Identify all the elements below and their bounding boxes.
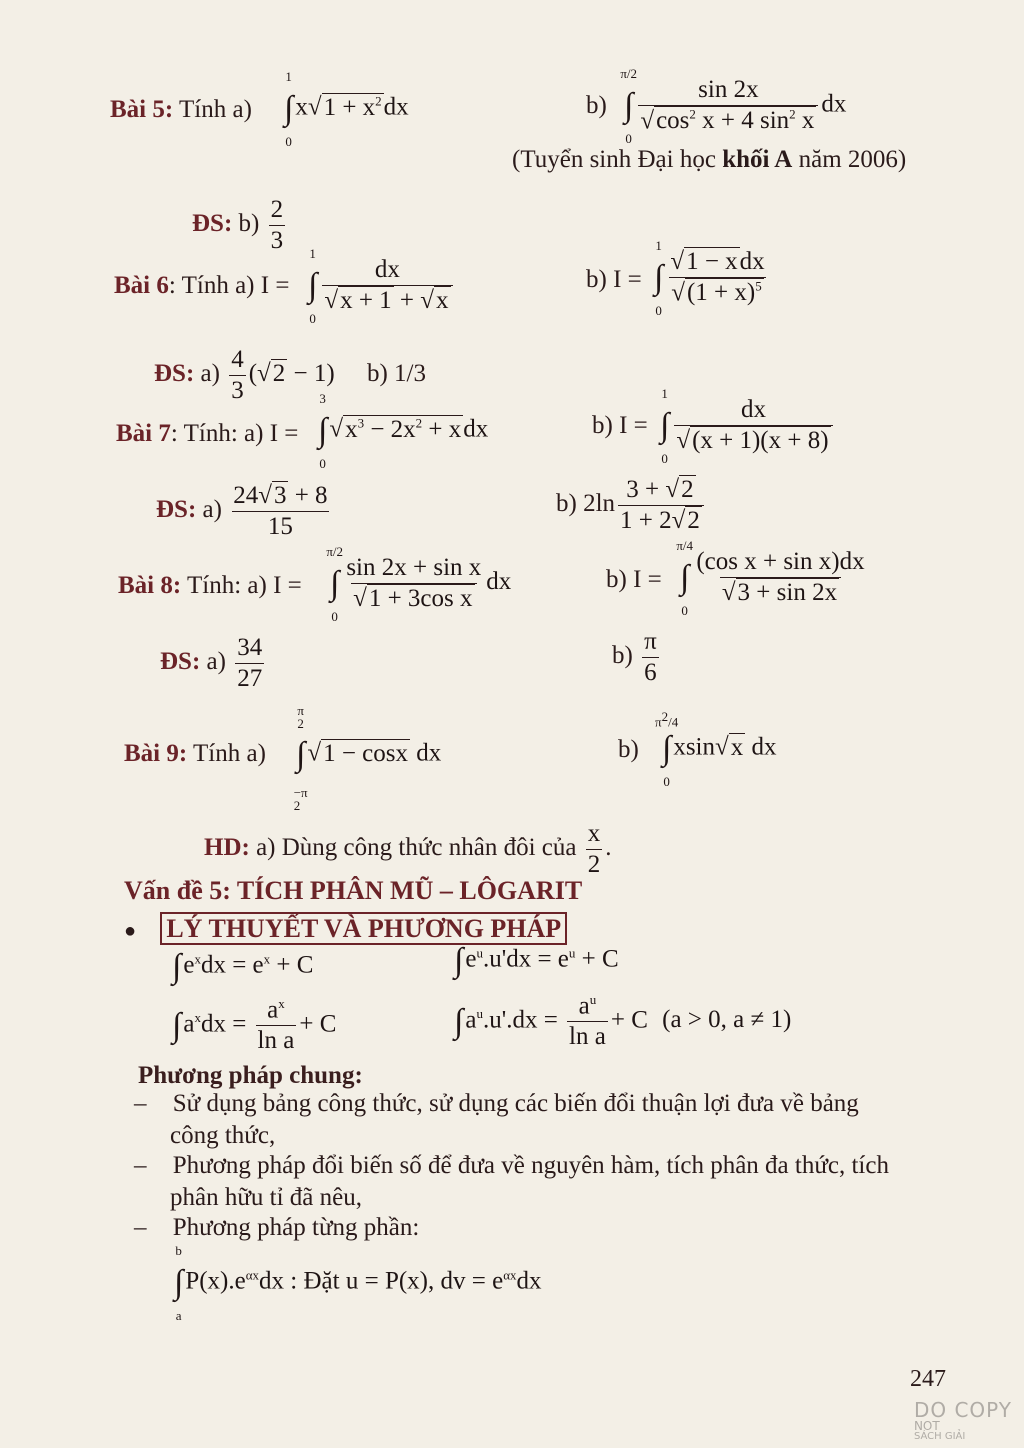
exercise-8-answer-b: b) $\frac{\pi}{6}$: [612, 628, 657, 686]
exercise-8-text: Tính: a) I =: [187, 572, 302, 599]
formula-exp-3: $\int a^xdx$ = $\frac{a^x}{\text{ln a}}$ + C: [172, 996, 337, 1055]
exercise-9b-label: b): [618, 736, 639, 763]
exercise-7: [116, 420, 298, 448]
exercise-5b-formula: ∫ π/2 0 $\frac{\sin 2x}{√\cos^2 x + 4 \sin^2 x}$ dx: [620, 65, 847, 146]
method-item-1-cont: công thức,: [170, 1122, 276, 1149]
exercise-9-hint: HD: a) Dùng công thức nhân đôi của $\frac{x}{2}$ .: [204, 820, 612, 878]
exercise-7a-formula: ∫ 3 0 $√x^3 - 2x^2$ + xdx: [318, 391, 489, 471]
method-item-2: – Phương pháp đổi biến số để đưa về nguyên hàm, tích phân đa thức, tích: [134, 1152, 889, 1179]
exercise-9a-formula: ∫ π 2 −π 2 √1 − cosx dx: [293, 703, 442, 813]
method-item-1: – Sử dụng bảng công thức, sử dụng các biến đổi thuận lợi đưa về bảng: [134, 1090, 859, 1117]
exercise-9-text: Tính a): [193, 740, 266, 767]
exercise-8-answer-a: ĐS: a) $\frac{34}{27}$: [160, 634, 263, 692]
answer-label: ĐS:: [156, 496, 197, 524]
exercise-8-label: Bài 8:: [118, 572, 182, 599]
bullet-icon: ●: [124, 920, 137, 942]
page-number: 247: [910, 1366, 946, 1392]
exercise-7-answer-a: ĐS: a) $\frac{24√3 + 8}{15}$: [156, 482, 328, 540]
formula-exp-2: $\int e^u.u'dx = e^u + C$: [454, 942, 619, 979]
exercise-7-answer-b: b) 2ln $\frac{3 + √2}{1 + 2√2}$: [556, 476, 707, 535]
answer-label: ĐS:: [154, 360, 195, 388]
condition-text: (a > 0, a ≠ 1): [662, 1006, 792, 1034]
dash-icon: –: [134, 1090, 147, 1117]
exercise-7-text: : Tính: a) I =: [170, 420, 299, 447]
exercise-6b-label: b) I =: [586, 266, 642, 293]
exercise-6-label: Bài 6: [114, 272, 169, 299]
exercise-5: [110, 96, 252, 124]
section-subtitle: LÝ THUYẾT VÀ PHƯƠNG PHÁP: [160, 912, 567, 945]
watermark-logo: DO COPY NOT SÁCH GIẢI: [913, 1398, 1012, 1442]
exercise-6: [114, 272, 289, 300]
exercise-9-label: Bài 9:: [124, 740, 188, 767]
exercise-8b-formula: ∫ π/4 0 $\frac{\text{(cos x + sin x)dx}}{√3 + \sin 2x}$: [676, 537, 865, 618]
exercise-8: [118, 572, 302, 600]
section-subtitle-row: [124, 914, 567, 944]
exercise-5-source-bold: khối A: [722, 146, 793, 173]
exercise-7-label: Bài 7: [116, 420, 171, 447]
dash-icon: –: [134, 1214, 147, 1241]
dash-icon: –: [134, 1152, 147, 1179]
exercise-9b-formula: ∫ $\pi^2/4$ 0 xsin√x dx: [655, 709, 777, 789]
answer-label: ĐS:: [192, 210, 233, 238]
formula-exp-4: $\int a^u.u'.dx$ = $\frac{a^u}{\text{ln a}}$ + C (a > 0, a ≠ 1): [454, 992, 792, 1051]
formula-exp-1: $\int e^xdx = e^x + C$: [172, 948, 314, 985]
exercise-6a-formula: ∫ 1 0 $\frac{dx}{√x + 1 + √x}$: [306, 256, 456, 315]
exercise-6b-formula: ∫ 1 0 $\frac{\text{√1 − xdx}}{√(1 + x)^5}$: [654, 237, 765, 318]
exercise-5-label: Bài 5:: [110, 96, 174, 123]
exercise-5-source: (Tuyển sinh Đại học khối A năm 2006): [512, 146, 907, 173]
method-item-3: – Phương pháp từng phần:: [134, 1214, 420, 1241]
exercise-8a-formula: ∫ π/2 0 $\frac{\text{sin 2x + sin x}}{\text{√1 + 3cos x}}$ dx: [326, 543, 512, 624]
exercise-9: [124, 740, 266, 768]
exercise-6-text: : Tính a) I =: [168, 272, 290, 299]
method-title: Phương pháp chung:: [138, 1062, 363, 1089]
answer-label: ĐS:: [160, 648, 201, 676]
exercise-7b-label: b) I =: [592, 412, 648, 439]
exercise-5a-formula: ∫ 1 0 $x√1 + x^2dx$: [284, 69, 409, 149]
method-item-2-cont: phân hữu tỉ đã nêu,: [170, 1184, 362, 1211]
parts-formula: ∫ b a $P(x).e^{\alpha x}dx$ : Đặt u = P(x), dv = $e^{\alpha x}dx$: [174, 1243, 542, 1323]
exercise-5-text: Tính a): [179, 96, 252, 123]
section-title: Vấn đề 5: TÍCH PHÂN MŨ – LÔGARIT: [124, 876, 583, 905]
exercise-5b-label: b): [586, 92, 607, 119]
exercise-8b-label: b) I =: [606, 566, 662, 593]
exercise-6-answer: ĐS: a) $\frac{4}{3}$ (√2 − 1) b) 1/3: [154, 346, 426, 404]
exercise-5-answer: ĐS: b) $\frac{2}{3}$: [192, 196, 284, 254]
hint-label: HD:: [204, 834, 250, 862]
exercise-7b-formula: ∫ 1 0 $\frac{dx}{√(x + 1)(x + 8)}$: [658, 396, 836, 455]
